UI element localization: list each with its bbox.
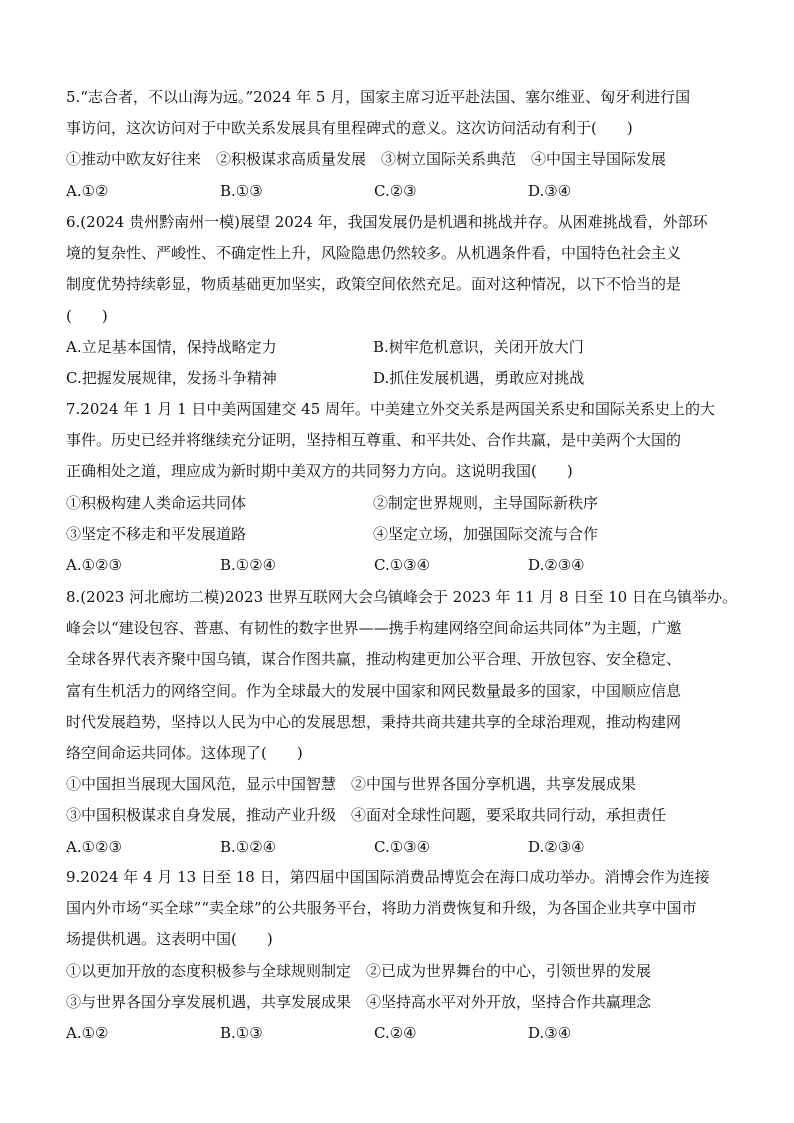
statements-row <box>66 519 746 550</box>
question-stem-line: 5.“志合者，不以山海为远。”2024 年 5 月，国家主席习近平赴法国、塞尔维亚、匈牙利进行国 <box>66 88 691 106</box>
statement-1: ①积极构建人类命运共同体 <box>66 493 247 512</box>
choice-a: A.①②③ <box>66 837 122 856</box>
answer-choices <box>66 550 746 581</box>
choice-a: A.立足基本国情，保持战略定力 <box>66 337 277 356</box>
choice-c: C.②③ <box>374 181 417 200</box>
statements-line: ③与世界各国分享发展机遇，共享发展成果 ④坚持高水平对外开放，坚持合作共赢理念 <box>66 992 652 1011</box>
answer-choices <box>66 1018 746 1049</box>
answer-choices-row <box>66 332 746 363</box>
choice-c: C.②④ <box>374 1023 417 1042</box>
choice-d: D.③④ <box>528 1023 572 1042</box>
choice-b: B.①③ <box>220 181 263 200</box>
choice-b: B.①③ <box>220 1023 263 1042</box>
question-stem-line: 场提供机遇。这表明中国( ) <box>66 930 273 949</box>
choice-a: A.①②③ <box>66 555 122 574</box>
statement-2: ②制定世界规则，主导国际新秩序 <box>373 493 599 512</box>
choice-a: A.①② <box>66 181 109 200</box>
question-stem-line: 事访问，这次访问对于中欧关系发展具有里程碑式的意义。这次访问活动有利于( ) <box>66 119 633 138</box>
question-stem-line: 全球各界代表齐聚中国乌镇，谋合作图共赢，推动构建更加公平合理、开放包容、安全稳定、 <box>66 650 682 669</box>
answer-choices <box>66 176 746 207</box>
question-stem-line: 事件。历史已经并将继续充分证明，坚持相互尊重、和平共处、合作共赢，是中美两个大国的 <box>66 431 682 450</box>
choice-b: B.①②④ <box>220 837 277 856</box>
question-stem-line: 国内外市场“买全球”“卖全球”的公共服务平台，将助力消费恢复和升级，为各国企业共享中国市 <box>66 899 697 918</box>
question-stem-line: 富有生机活力的网络空间。作为全球最大的发展中国家和网民数量最多的国家，中国顺应信息 <box>66 681 682 700</box>
statements-row <box>66 488 746 519</box>
statements-line: ③中国积极谋求自身发展，推动产业升级 ④面对全球性问题，要采取共同行动，承担责任 <box>66 806 667 825</box>
question-5 <box>66 82 746 207</box>
choice-d: D.②③④ <box>528 837 585 856</box>
question-stem-line: 7.2024 年 1 月 1 日中美两国建交 45 周年。中美建立外交关系是两国关系史和国际关系史上的大 <box>66 400 716 418</box>
question-stem-line: 络空间命运共同体。这体现了( ) <box>66 743 303 762</box>
question-stem-line: 制度优势持续彰显，物质基础更加坚实，政策空间依然充足。面对这种情况，以下不恰当的是 <box>66 275 682 294</box>
question-9 <box>66 862 746 1049</box>
answer-choices-row <box>66 363 746 394</box>
choice-a: A.①② <box>66 1023 109 1042</box>
question-6 <box>66 207 746 394</box>
question-stem-line: 境的复杂性、严峻性、不确定性上升，风险隐患仍然较多。从机遇条件看，中国特色社会主义 <box>66 244 682 263</box>
question-stem-line: 时代发展趋势，坚持以人民为中心的发展思想，秉持共商共建共享的全球治理观，推动构建网 <box>66 712 682 731</box>
question-8 <box>66 582 746 863</box>
choice-b: B.树牢危机意识，关闭开放大门 <box>373 337 584 356</box>
choice-d: D.抓住发展机遇，勇敢应对挑战 <box>373 368 585 387</box>
choice-c: C.把握发展规律，发扬斗争精神 <box>66 368 277 387</box>
statements-line: ①中国担当展现大国风范，显示中国智慧 ②中国与世界各国分享机遇，共享发展成果 <box>66 775 637 794</box>
choice-d: D.②③④ <box>528 555 585 574</box>
choice-c: C.①③④ <box>374 555 431 574</box>
statement-3: ③坚定不移走和平发展道路 <box>66 524 247 543</box>
question-stem-line: 8.(2023 河北廊坊二模)2023 世界互联网大会乌镇峰会于 2023 年 11 月 8 日至 10 日在乌镇举办。 <box>66 588 737 606</box>
question-7 <box>66 394 746 581</box>
question-stem-line: 峰会以“建设包容、普惠、有韧性的数字世界——携手构建网络空间命运共同体”为主题，广邀 <box>66 619 682 638</box>
statements-line: ①以更加开放的态度积极参与全球规则制定 ②已成为世界舞台的中心，引领世界的发展 <box>66 961 652 980</box>
statement-4: ④坚定立场，加强国际交流与合作 <box>373 524 599 543</box>
answer-choices <box>66 832 746 863</box>
choice-c: C.①③④ <box>374 837 431 856</box>
question-stem-line: 正确相处之道，理应成为新时期中美双方的共同努力方向。这说明我国( ) <box>66 462 573 481</box>
question-stem-line: 9.2024 年 4 月 13 日至 18 日，第四届中国国际消费品博览会在海口成功举办。消博会作为连接 <box>66 868 710 886</box>
statements-line: ①推动中欧友好往来 ②积极谋求高质量发展 ③树立国际关系典范 ④中国主导国际发展 <box>66 150 667 169</box>
choice-d: D.③④ <box>528 181 572 200</box>
question-stem-line: ( ) <box>66 306 108 325</box>
question-stem-line: 6.(2024 贵州黔南州一模)展望 2024 年，我国发展仍是机遇和挑战并存。从困难挑战看，外部环 <box>66 213 708 231</box>
choice-b: B.①②④ <box>220 555 277 574</box>
